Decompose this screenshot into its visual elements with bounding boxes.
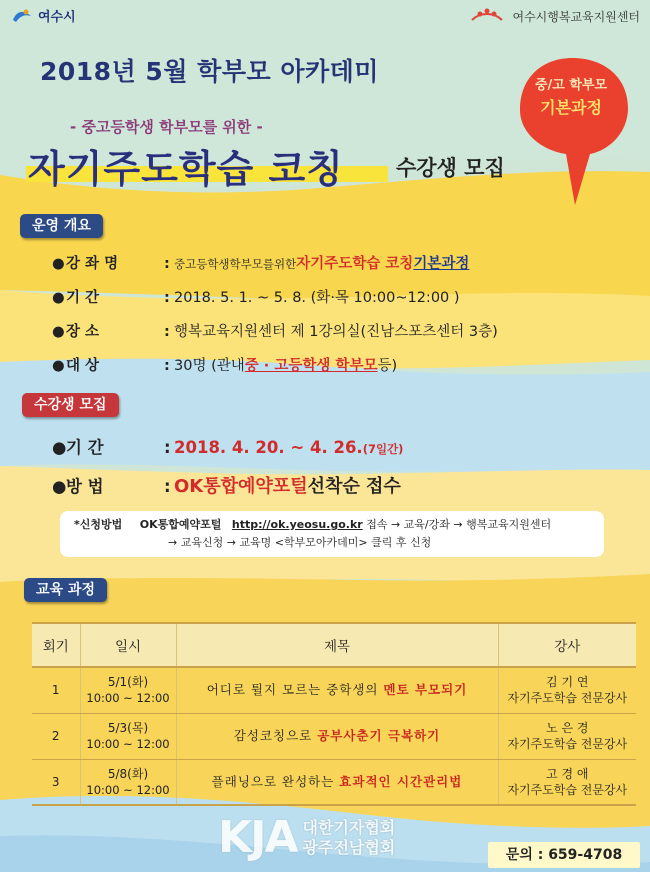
press-watermark — [218, 812, 395, 863]
overview-row-target: ● 대 상 : 30명 (관내 중 · 고등학생 학부모 등) — [52, 354, 397, 375]
row-value: 행복교육지원센터 제 1강의실(진남스포츠센터 3층) — [174, 324, 498, 340]
title-highlight: 공부사춘기 극복하기 — [317, 728, 441, 743]
watermark-line2: 광주전남협회 — [302, 837, 396, 857]
contact-info: 문의 : 659-4708 — [488, 842, 640, 868]
instructor-name: 김 기 연 — [546, 675, 589, 690]
watermark-line1: 대한기자협회 — [302, 817, 396, 837]
session-time: 10:00 ~ 12:00 — [86, 737, 170, 751]
row-label: 장 소 — [66, 324, 100, 340]
session-date: 5/1(화) — [107, 675, 149, 690]
session-time: 10:00 ~ 12:00 — [86, 782, 170, 797]
session-instructor — [498, 759, 636, 805]
session-no: 3 — [32, 759, 80, 805]
period-value: 2018. 4. 20. ~ 4. 26. — [174, 438, 363, 457]
session-no: 2 — [32, 713, 80, 759]
overview-row-course: ● 강 좌 명 : 중고등학생학부모를위한 자기주도학습 코칭 기본과정 — [52, 252, 469, 273]
session-time: 10:00 ~ 12:00 — [86, 691, 170, 706]
session-no: 1 — [32, 667, 80, 713]
table-row — [32, 713, 636, 759]
session-title — [176, 667, 498, 713]
course-level-bubble — [522, 74, 620, 118]
method-value-red: OK통합예약포털 — [174, 476, 308, 497]
session-datetime — [80, 667, 176, 713]
course-table — [32, 622, 636, 806]
header-datetime: 일시 — [80, 623, 176, 667]
session-datetime — [80, 713, 176, 759]
course-tag: 교육 과정 — [24, 578, 107, 602]
title-pre: 어디로 튈지 모르는 중학생의 — [206, 682, 384, 698]
title-highlight: 멘토 부모되기 — [383, 682, 468, 698]
center-logo-icon — [468, 6, 506, 26]
header-instructor: 강사 — [498, 623, 636, 667]
overview-row-place: ● 장 소 : 행복교육지원센터 제 1강의실(진남스포츠센터 3층) — [52, 320, 498, 341]
application-note — [60, 511, 604, 557]
session-date: 5/8(화) — [107, 766, 149, 781]
org-logo-right — [468, 6, 640, 26]
subtitle: - 중고등학생 학부모를 위한 - — [70, 118, 263, 136]
session-datetime — [80, 759, 176, 805]
row-label: 기 간 — [66, 438, 104, 457]
row-label: 대 상 — [66, 358, 100, 374]
period-note: (7일간) — [362, 442, 404, 456]
instructor-role: 자기주도학습 전문강사 — [507, 737, 628, 751]
overview-row-period: ● 기 간 : 2018. 5. 1. ~ 5. 8. (화·목 10:00~12:00 ) — [52, 286, 460, 307]
row-label: 강 좌 명 — [66, 256, 119, 272]
overview-tag: 운영 개요 — [20, 214, 103, 238]
instructor-role: 자기주도학습 전문강사 — [507, 691, 628, 706]
session-title — [176, 713, 498, 759]
note-tail: 접속 → 교육/강좌 → 행복교육지원센터 — [366, 518, 552, 531]
instructor-name: 노 은 경 — [546, 721, 589, 735]
session-date: 5/3(목) — [107, 721, 149, 735]
note-label: *신청방법 — [74, 518, 123, 531]
watermark-logo: KJA — [218, 812, 297, 863]
headline: 자기주도학습 코칭 — [28, 147, 344, 191]
session-instructor — [498, 667, 636, 713]
title-highlight: 효과적인 시간관리법 — [339, 773, 463, 789]
row-label: 기 간 — [66, 290, 100, 306]
instructor-role: 자기주도학습 전문강사 — [507, 782, 628, 797]
row-value-red: 자기주도학습 코칭 — [296, 256, 414, 272]
bubble-line2: 기본과정 — [540, 98, 602, 117]
watermark-text — [303, 818, 396, 858]
recruit-row-method: ● 방 법 : OK통합예약포털 선착순 접수 — [52, 472, 401, 498]
session-title — [176, 759, 498, 805]
org-name-left: 여수시 — [38, 10, 76, 25]
table-row — [32, 759, 636, 805]
note-portal: OK통합예약포털 — [139, 518, 222, 531]
main-title: 2018년 5월 학부모 아카데미 — [40, 57, 379, 86]
bubble-line1: 중/고 학부모 — [534, 78, 608, 93]
header-session: 회기 — [32, 623, 80, 667]
org-logo-left — [12, 6, 76, 25]
wave-logo-icon — [12, 8, 32, 24]
org-name-right: 여수시행복교육지원센터 — [512, 9, 640, 24]
header-title: 제목 — [176, 623, 498, 667]
portal-link[interactable]: http://ok.yeosu.go.kr — [231, 518, 363, 531]
recruit-label: 수강생 모집 — [396, 156, 505, 180]
table-row — [32, 667, 636, 713]
session-instructor — [498, 713, 636, 759]
title-pre: 플래닝으로 완성하는 — [211, 773, 340, 789]
row-value-pre: 30명 (관내 — [174, 358, 245, 374]
row-value-small: 중고등학생학부모를위한 — [174, 257, 297, 271]
row-value-blue: 기본과정 — [413, 256, 470, 272]
table-header-row — [32, 623, 636, 667]
recruit-row-period: ● 기 간 : 2018. 4. 20. ~ 4. 26. (7일간) — [52, 434, 403, 458]
bullet: ● — [52, 256, 65, 272]
row-value-red: 중 · 고등학생 학부모 — [244, 358, 378, 374]
instructor-name: 고 경 애 — [546, 766, 589, 781]
row-value-tail: 등) — [377, 358, 398, 374]
note-line1 — [74, 516, 594, 534]
recruitment-tag: 수강생 모집 — [22, 393, 119, 417]
note-line2: → 교육신청 → 교육명 <학부모아카데미> 클릭 후 신청 — [168, 536, 432, 549]
method-value-tail: 선착순 접수 — [307, 476, 401, 497]
row-value: 2018. 5. 1. ~ 5. 8. (화·목 10:00~12:00 ) — [174, 290, 460, 306]
title-pre: 감성코칭으로 — [233, 728, 318, 743]
row-label: 방 법 — [66, 477, 104, 496]
